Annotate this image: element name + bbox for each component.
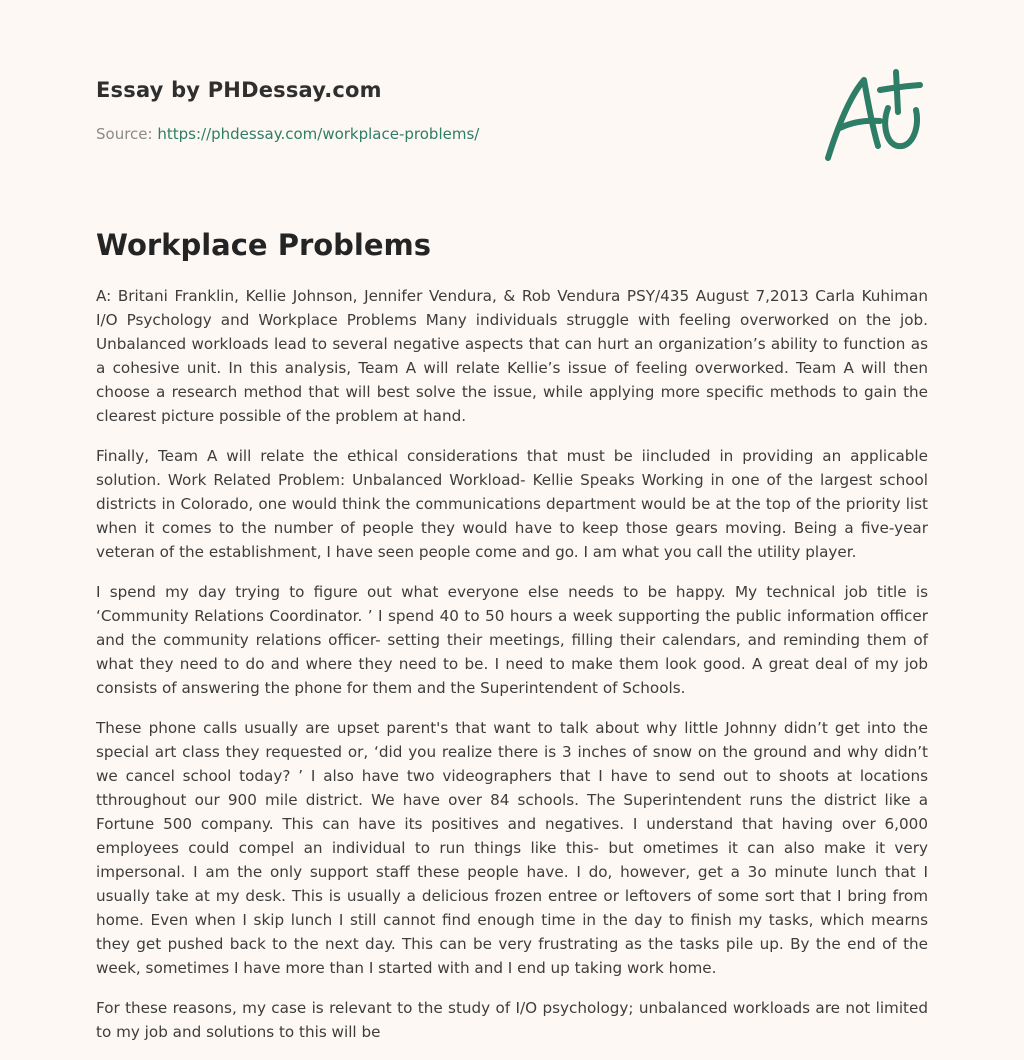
source-label: Source:: [96, 125, 153, 143]
source-line: [96, 124, 736, 144]
essay-paragraph: A: Britani Franklin, Kellie Johnson, Jennifer Vendura, & Rob Vendura PSY/435 August 7,2013 Carla Kuhiman I/O Psychology and Workplace Problems Many individuals struggle with feeling overworked on the job. Unbalanced workloads lead to several negative aspects that can hurt an organization’s ability to function as a cohesive unit. In this analysis, Team A will relate Kellie’s issue of feeling overworked. Team A will then choose a research method that will best solve the issue, while applying more specific methods to gain the clearest picture possible of the problem at hand.: [96, 287, 928, 425]
a-plus-grade-icon: [818, 66, 928, 166]
essay-paragraph: These phone calls usually are upset parent's that want to talk about why little Johnny didn’t get into the special art class they requested or, ‘did you realize there is 3 inches of snow on the ground and why didn’t we cancel school today? ’ I also have two videographers that I have to send out to shoots at locations tthroughout our 900 mile district. We have over 84 schools. The Superintendent runs the district like a Fortune 500 company. This can have its positives and negatives. I understand that having over 6,000 employees could compel an individual to run things like this- but ometimes it can also make it very impersonal. I am the only support staff these people have. I do, however, get a 3o minute lunch that I usually take at my desk. This is usually a delicious frozen entree or leftovers of some sort that I bring from home. Even when I skip lunch I still cannot find enough time in the day to finish my tasks, which mearns they get pushed back to the next day. This can be very frustrating as the tasks pile up. By the end of the week, sometimes I have more than I started with and I end up taking work home.: [96, 719, 928, 977]
source-link[interactable]: https://phdessay.com/workplace-problems/: [157, 125, 480, 143]
essay-paragraph: Finally, Team A will relate the ethical considerations that must be iincluded in providing an applicable solution. Work Related Problem: Unbalanced Workload- Kellie Speaks Working in one of the largest school districts in Colorado, one would think the communications department would be at the top of the priority list when it comes to the number of people they would have to keep those gears moving. Being a five-year veteran of the establishment, I have seen people come and go. I am what you call the utility player.: [96, 447, 928, 561]
essay-paragraph: I spend my day trying to figure out what everyone else needs to be happy. My technical job title is ‘Community Relations Coordinator. ’ I spend 40 to 50 hours a week supporting the public information officer and the community relations officer- setting their meetings, filling their calendars, and reminding them of what they need to do and where they need to be. I need to make them look good. A great deal of my job consists of answering the phone for them and the Superintendent of Schools.: [96, 583, 928, 697]
page-header: [96, 76, 736, 144]
essay-paragraph: For these reasons, my case is relevant to the study of I/O psychology; unbalanced workloads are not limited to my job and solutions to this will be: [96, 999, 928, 1041]
site-brand: Essay by PHDessay.com: [96, 78, 382, 102]
essay-body: [96, 284, 928, 1060]
essay-title: Workplace Problems: [96, 228, 432, 262]
